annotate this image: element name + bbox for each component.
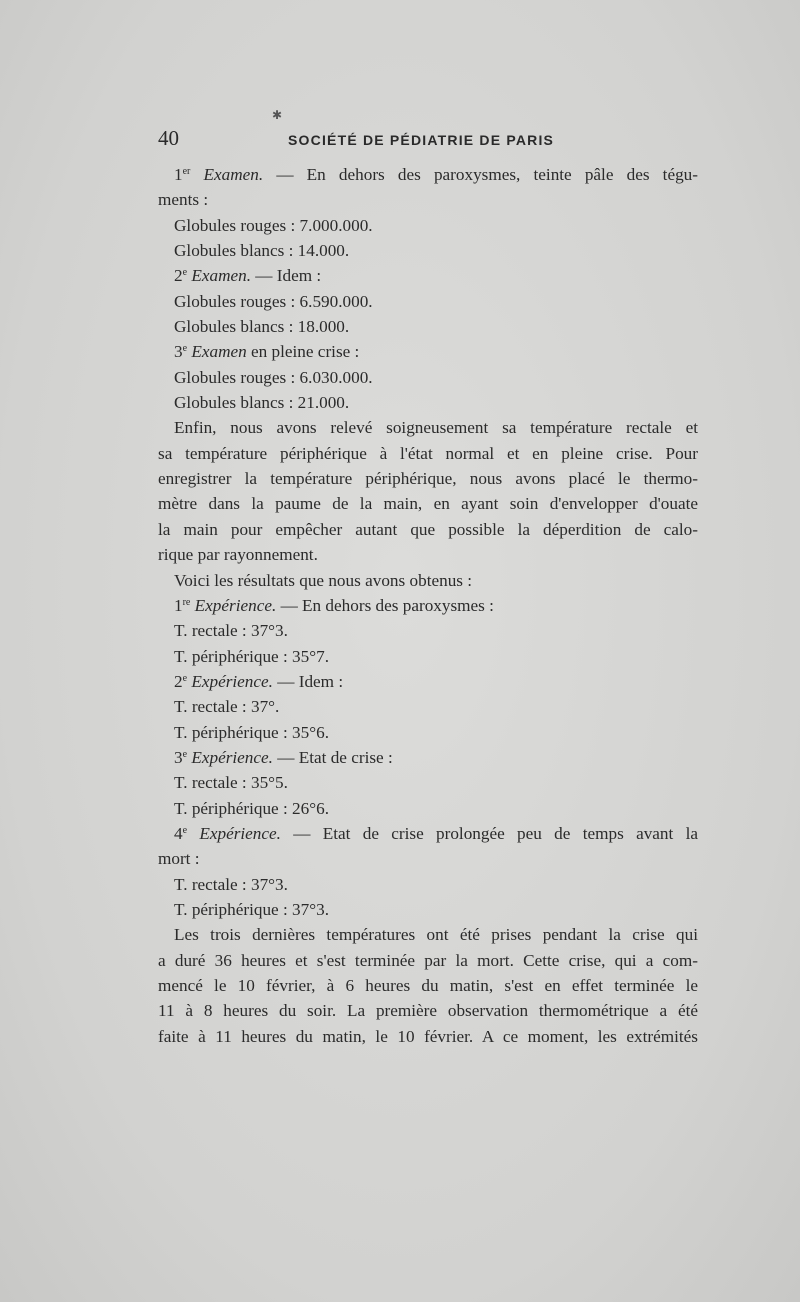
body-text: [158, 162, 698, 1049]
paragraph-line: Enfin, nous avons relevé soigneusement sa température rectale et: [174, 418, 698, 438]
paragraph-line: mencé le 10 février, à 6 heures du matin, s'est en effet terminée le: [158, 976, 698, 995]
temp-peripherique: T. périphérique : 37°3.: [174, 899, 329, 919]
globules-rouges: Globules rouges : 7.000.000.: [174, 215, 373, 235]
temp-rectale: T. rectale : 35°5.: [174, 773, 288, 793]
globules-blancs: Globules blancs : 18.000.: [174, 317, 350, 337]
temp-peripherique: T. périphérique : 26°6.: [174, 798, 329, 818]
paragraph-line: a duré 36 heures et s'est terminée par la mort. Cette crise, qui a com-: [158, 950, 698, 970]
experience-heading: 3e Expérience. — Etat de crise :: [174, 747, 393, 767]
globules-blancs: Globules blancs : 21.000.: [174, 393, 350, 413]
page-header: [158, 126, 700, 156]
paragraph-line: Les trois dernières températures ont été prises pendant la crise qui: [174, 925, 698, 945]
globules-rouges: Globules rouges : 6.590.000.: [174, 291, 373, 311]
temp-rectale: T. rectale : 37°3.: [174, 621, 288, 641]
paragraph-line: 11 à 8 heures du soir. La première observation thermométrique a été: [158, 1001, 698, 1021]
paragraph-line: faite à 11 heures du matin, le 10 février. A ce moment, les extrémités: [158, 1026, 698, 1046]
page-number: 40: [158, 126, 179, 150]
results-intro: Voici les résultats que nous avons obtenus :: [174, 570, 473, 590]
running-title: SOCIÉTÉ DE PÉDIATRIE DE PARIS: [288, 132, 555, 148]
examen-heading: 2e Examen. — Idem :: [174, 266, 322, 286]
ink-speck: ✱: [272, 108, 283, 122]
examen-heading: 3e Examen en pleine crise :: [174, 342, 360, 362]
experience-heading: 2e Expérience. — Idem :: [174, 671, 344, 691]
temp-rectale: T. rectale : 37°.: [174, 697, 280, 717]
paragraph-line: sa température périphérique à l'état normal et en pleine crise. Pour: [158, 443, 698, 463]
paragraph-line: mètre dans la paume de la main, en ayant soin d'envelopper d'ouate: [158, 494, 698, 514]
text-line: mort :: [158, 849, 200, 869]
globules-rouges: Globules rouges : 6.030.000.: [174, 367, 373, 387]
paragraph-line: la main pour empêcher autant que possible la déperdition de calo-: [158, 519, 698, 539]
temp-peripherique: T. périphérique : 35°6.: [174, 722, 329, 742]
examen-heading: 1er Examen. — En dehors des paroxysmes, teinte pâle des tégu-: [174, 165, 698, 184]
experience-heading: 4e Expérience. — Etat de crise prolongée peu de temps avant la: [174, 823, 698, 843]
temp-rectale: T. rectale : 37°3.: [174, 874, 288, 894]
globules-blancs: Globules blancs : 14.000.: [174, 241, 350, 261]
text-line: ments :: [158, 190, 209, 210]
experience-heading: 1re Expérience. — En dehors des paroxysmes :: [174, 595, 494, 615]
paragraph-line: rique par rayonnement.: [158, 545, 318, 565]
temp-peripherique: T. périphérique : 35°7.: [174, 646, 329, 666]
paragraph-line: enregistrer la température périphérique, nous avons placé le thermo-: [158, 469, 698, 489]
